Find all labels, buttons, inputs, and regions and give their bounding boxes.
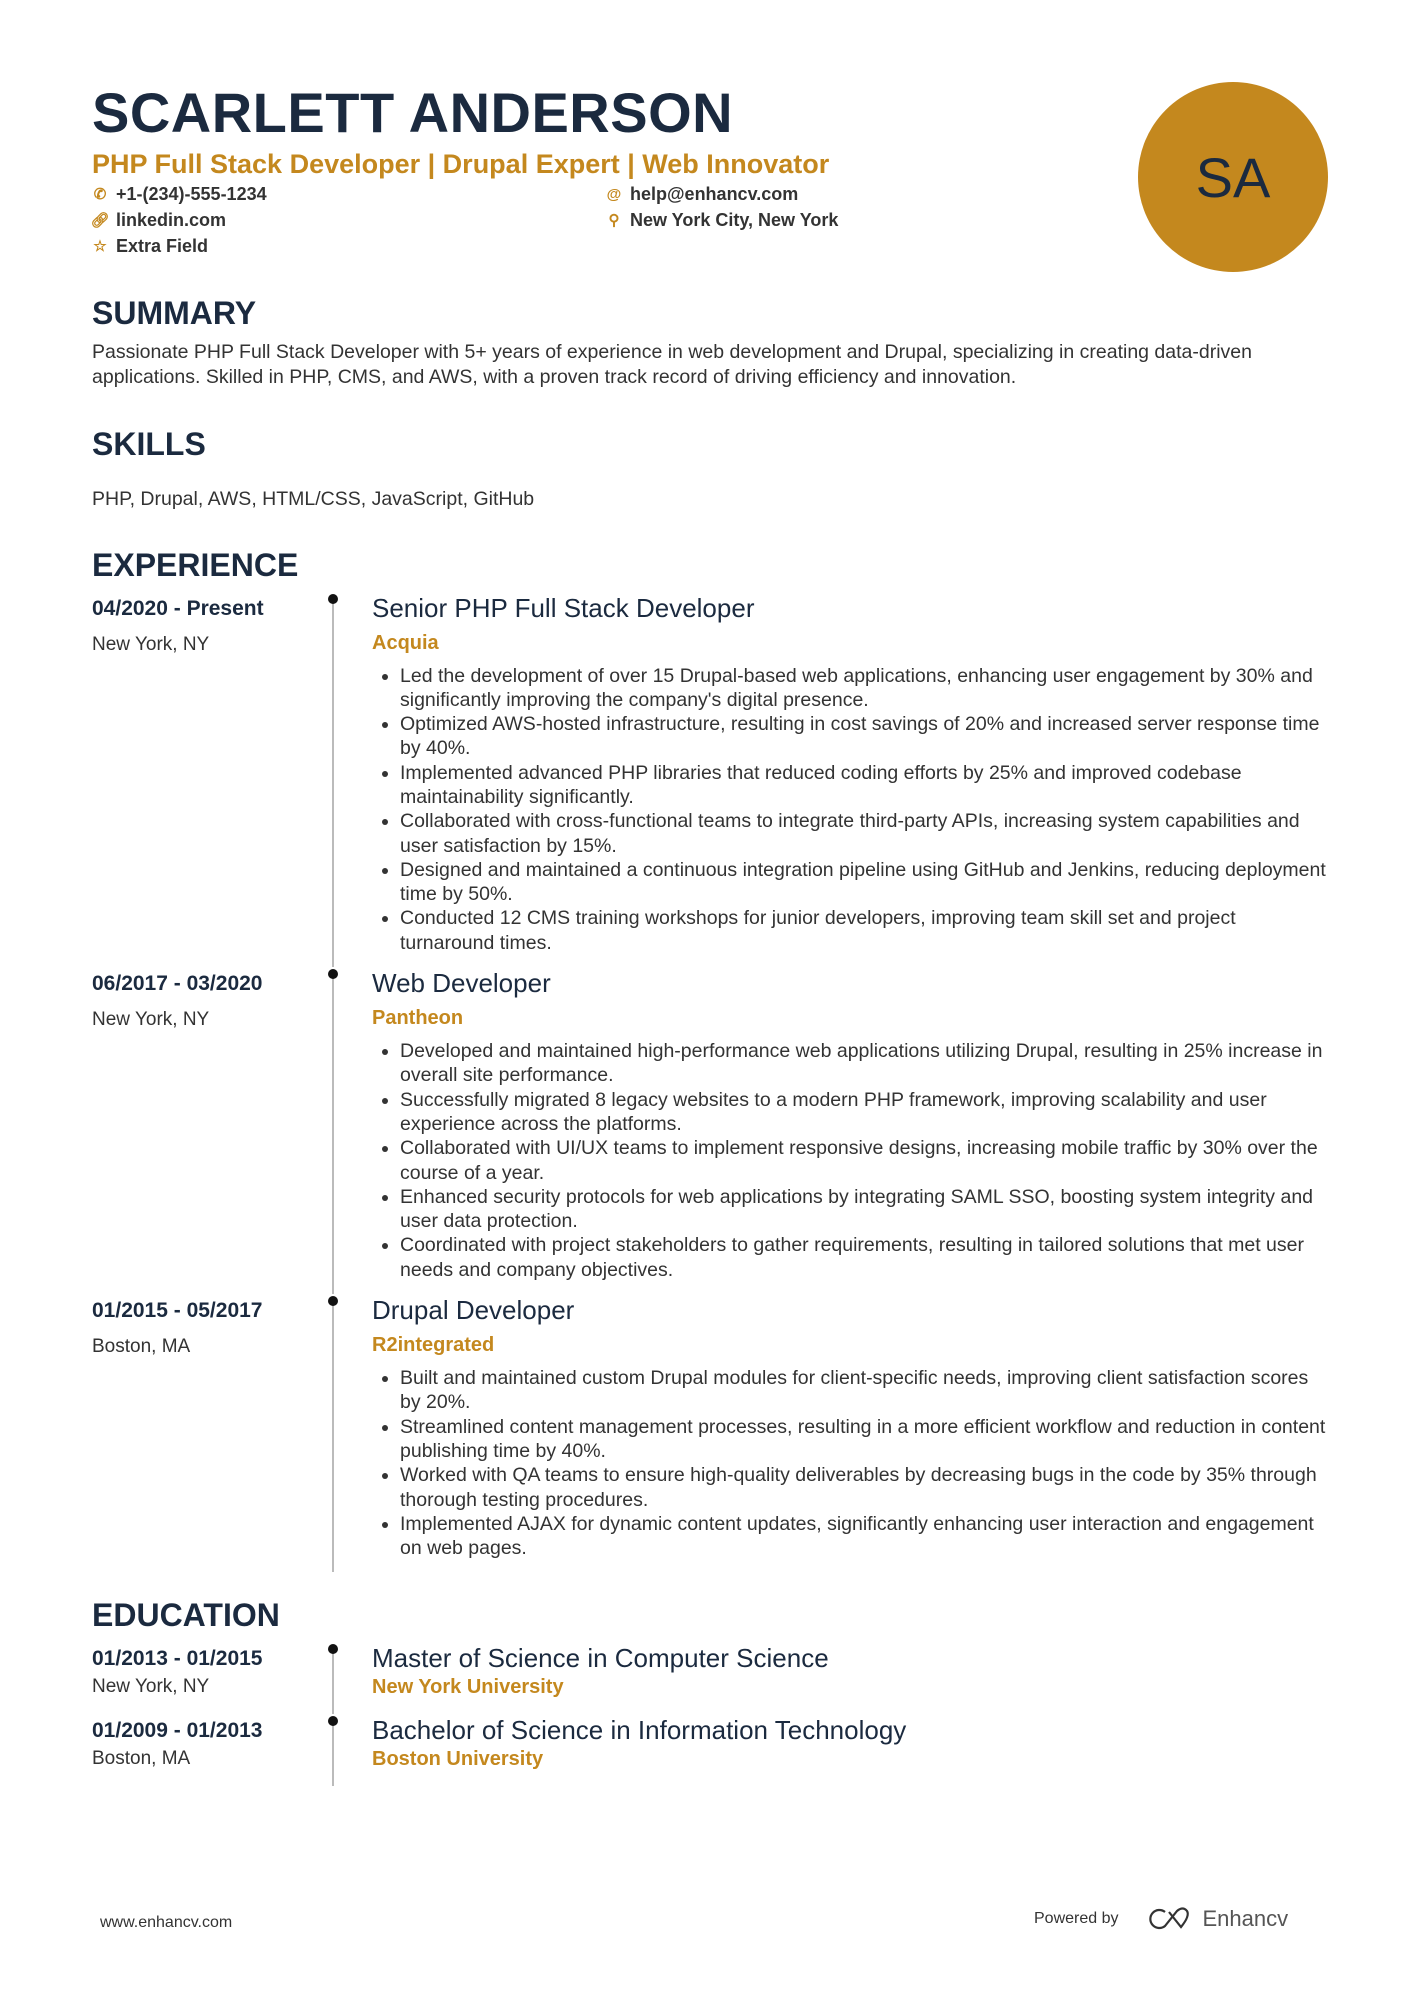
education-heading: EDUCATION — [92, 1597, 280, 1634]
contact-item[interactable] — [606, 184, 906, 204]
contact-item[interactable] — [92, 236, 606, 256]
star-icon: ☆ — [93, 238, 107, 255]
footer-website[interactable]: www.enhancv.com — [100, 1914, 233, 1931]
contact-item[interactable] — [92, 184, 606, 204]
entry-location: Boston, MA — [92, 1748, 191, 1770]
entry-content — [334, 1294, 1332, 1572]
entry-content — [334, 967, 1332, 1294]
entry-date: 04/2020 - Present — [92, 596, 264, 620]
entry-date: 01/2013 - 01/2015 — [92, 1647, 263, 1671]
job-title: Drupal Developer — [372, 1295, 575, 1326]
timeline-line — [332, 975, 334, 1294]
summary-heading: SUMMARY — [92, 295, 257, 331]
contact-text: help@enhancv.com — [630, 183, 799, 204]
candidate-title: PHP Full Stack Developer | Drupal Expert | Web Innovator — [92, 149, 830, 179]
entry-content — [334, 592, 1332, 968]
entry-date: 01/2009 - 01/2013 — [92, 1719, 263, 1743]
candidate-name: SCARLETT ANDERSON — [92, 81, 734, 144]
timeline-line — [332, 1650, 334, 1714]
entry-location: New York, NY — [92, 1009, 210, 1031]
entry-meta — [92, 1294, 332, 1572]
bullet-list — [372, 1039, 1332, 1282]
bullet-item: • Worked with QA teams to ensure high-quality deliverables by decreasing bugs in the code by 35% through thorough testing procedures. — [400, 1463, 1332, 1512]
location-pin-icon: ⚲ — [608, 212, 620, 229]
contact-text: +1-(234)-555-1234 — [116, 183, 267, 204]
bullet-item: • Streamlined content management processes, resulting in a more efficient workflow and reduction in content publishing time by 40%. — [400, 1415, 1332, 1464]
brand-name: Enhancv — [1202, 1906, 1289, 1931]
entry-meta — [92, 1642, 332, 1714]
timeline-line — [332, 1302, 334, 1572]
contact-text: New York City, New York — [630, 209, 839, 230]
education-entry — [92, 1642, 1332, 1714]
bullet-item: • Built and maintained custom Drupal modules for client-specific needs, improving client satisfaction scores by 20%. — [400, 1366, 1332, 1415]
degree: Master of Science in Computer Science — [372, 1643, 829, 1674]
bullet-item: • Developed and maintained high-performance web applications utilizing Drupal, resulting in 25% increase in overall site performance. — [400, 1039, 1332, 1088]
contact-text: linkedin.com — [116, 209, 227, 230]
contact-item[interactable] — [92, 210, 606, 230]
entry-date: 06/2017 - 03/2020 — [92, 972, 263, 996]
experience-entry — [92, 967, 1332, 1294]
footer-branding — [1034, 1906, 1288, 1932]
bullet-list — [372, 664, 1332, 956]
bullet-item: • Conducted 12 CMS training workshops for junior developers, improving team skill set and project turnaround times. — [400, 906, 1332, 955]
entry-date: 01/2015 - 05/2017 — [92, 1299, 263, 1323]
bullet-item: • Implemented AJAX for dynamic content updates, significantly enhancing user interaction and engagement on web pages. — [400, 1512, 1332, 1561]
contact-text: Extra Field — [116, 235, 209, 256]
experience-list — [92, 592, 1332, 1573]
link-icon: 🔗︎ — [90, 212, 110, 229]
experience-heading: EXPERIENCE — [92, 546, 299, 583]
enhancv-logo — [1147, 1906, 1289, 1932]
education-list — [92, 1642, 1332, 1786]
bullet-list — [372, 1366, 1332, 1560]
education-entry — [92, 1714, 1332, 1786]
enhancv-logo-icon — [1147, 1907, 1193, 1931]
bullet-item: • Optimized AWS-hosted infrastructure, resulting in cost savings of 20% and increased server response time by 40%. — [400, 712, 1332, 761]
job-title: Web Developer — [372, 968, 551, 999]
bullet-item: • Led the development of over 15 Drupal-based web applications, enhancing user engagement by 30% and significantly improving the company's digital presence. — [400, 664, 1332, 713]
company-name: R2integrated — [372, 1334, 495, 1357]
powered-by-label: Powered by — [1034, 1910, 1119, 1927]
degree: Bachelor of Science in Information Technology — [372, 1715, 907, 1746]
phone-icon: ✆ — [93, 186, 107, 203]
experience-entry — [92, 1294, 1332, 1572]
job-title: Senior PHP Full Stack Developer — [372, 592, 755, 623]
summary-text: Passionate PHP Full Stack Developer with 5+ years of experience in web development and Drupal, specializing in creating data-driven applications. Skilled in PHP, CMS, and AWS, with a proven track record of driving efficiency and innovation. — [92, 341, 1252, 388]
bullet-item: • Successfully migrated 8 legacy websites to a modern PHP framework, improving scalability and user experience across the platforms. — [400, 1088, 1332, 1137]
timeline-line — [332, 1722, 334, 1786]
experience-entry — [92, 592, 1332, 968]
entry-meta — [92, 1714, 332, 1786]
entry-location: New York, NY — [92, 1676, 210, 1698]
resume — [92, 82, 1332, 1786]
avatar: SA — [1138, 82, 1328, 272]
company-name: Pantheon — [372, 1007, 464, 1030]
bullet-item: • Coordinated with project stakeholders to gather requirements, resulting in tailored solutions that met user needs and company objectives. — [400, 1233, 1332, 1282]
school-name: Boston University — [372, 1748, 544, 1771]
entry-meta — [92, 967, 332, 1294]
school-name: New York University — [372, 1676, 564, 1699]
entry-content — [334, 1642, 1332, 1714]
bullet-item: • Collaborated with UI/UX teams to implement responsive designs, increasing mobile traffic by 30% over the course of a year. — [400, 1136, 1332, 1185]
entry-content — [334, 1714, 1332, 1786]
at-icon: @ — [606, 185, 622, 203]
skills-text: PHP, Drupal, AWS, HTML/CSS, JavaScript, GitHub — [92, 488, 535, 510]
bullet-item: • Enhanced security protocols for web applications by integrating SAML SSO, boosting system integrity and user data protection. — [400, 1185, 1332, 1234]
entry-meta — [92, 592, 332, 968]
bullet-item: • Implemented advanced PHP libraries that reduced coding efforts by 25% and improved codebase maintainability significantly. — [400, 761, 1332, 810]
timeline-line — [332, 600, 334, 968]
entry-location: Boston, MA — [92, 1336, 191, 1358]
contact-item[interactable] — [606, 210, 906, 230]
entry-location: New York, NY — [92, 633, 210, 655]
company-name: Acquia — [372, 631, 439, 654]
skills-heading: SKILLS — [92, 426, 206, 462]
bullet-item: • Collaborated with cross-functional teams to integrate third-party APIs, increasing system capabilities and user satisfaction by 15%. — [400, 809, 1332, 858]
bullet-item: • Designed and maintained a continuous integration pipeline using GitHub and Jenkins, reducing deployment time by 50%. — [400, 858, 1332, 907]
